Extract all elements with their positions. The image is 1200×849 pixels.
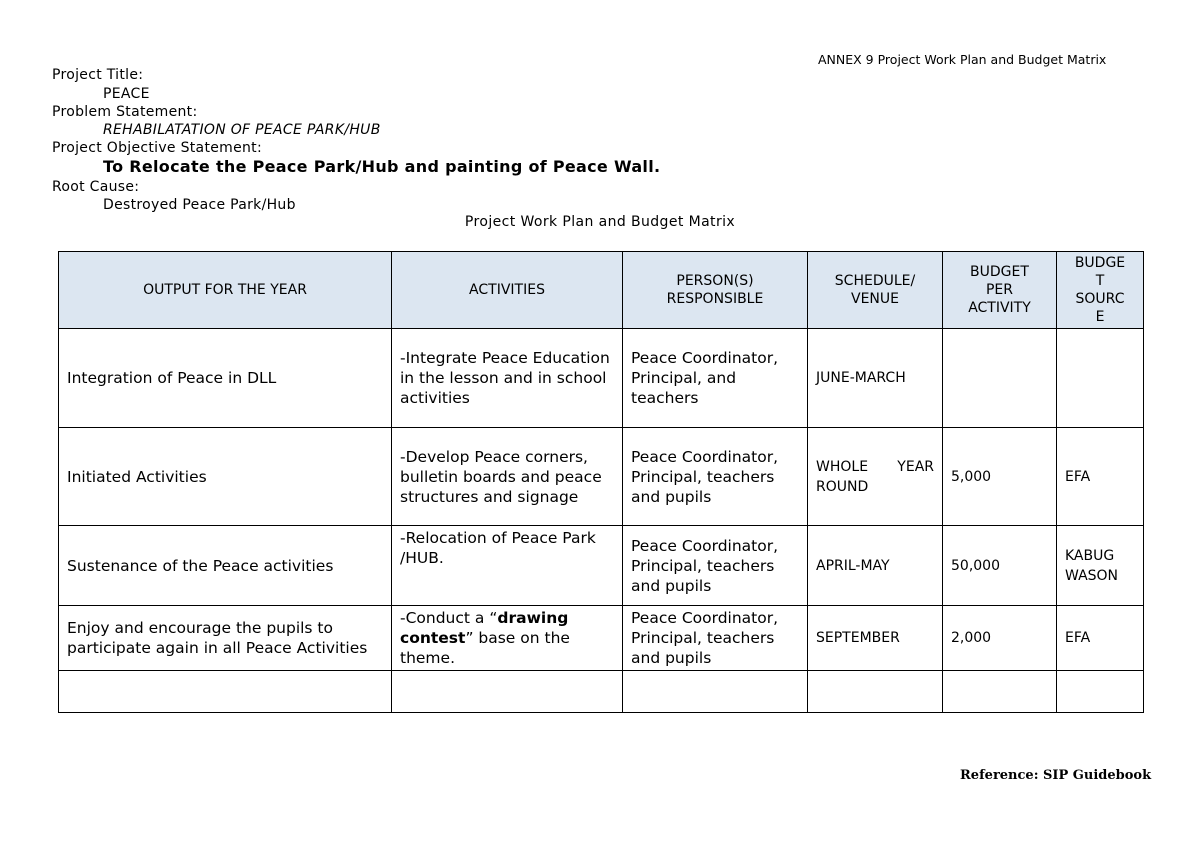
person-cell xyxy=(623,671,808,713)
output-cell: Enjoy and encourage the pupils to participate again in all Peace Activities xyxy=(59,606,392,671)
table-row xyxy=(59,428,1144,526)
problem-statement-value: REHABILATATION OF PEACE PARK/HUB xyxy=(103,122,381,138)
budget-cell: 50,000 xyxy=(943,526,1057,606)
problem-statement-label: Problem Statement: xyxy=(52,104,198,120)
output-cell xyxy=(59,671,392,713)
source-cell: EFA xyxy=(1057,428,1144,526)
budget-cell: 2,000 xyxy=(943,606,1057,671)
table-row xyxy=(59,329,1144,428)
output-cell: Sustenance of the Peace activities xyxy=(59,526,392,606)
person-cell: Peace Coordinator, Principal, and teachers xyxy=(623,329,808,428)
table-row xyxy=(59,526,1144,606)
budget-cell xyxy=(943,671,1057,713)
table-row xyxy=(59,606,1144,671)
schedule-cell: WHOLE YEAR ROUND xyxy=(808,428,943,526)
budget-cell: 5,000 xyxy=(943,428,1057,526)
annex-title: ANNEX 9 Project Work Plan and Budget Matrix xyxy=(818,52,1107,67)
reference-note: Reference: SIP Guidebook xyxy=(960,768,1152,783)
root-cause-label: Root Cause: xyxy=(52,179,140,195)
objective-value: To Relocate the Peace Park/Hub and painting of Peace Wall. xyxy=(103,157,661,176)
project-title-label: Project Title: xyxy=(52,67,144,83)
activity-cell: -Relocation of Peace Park /HUB. xyxy=(392,526,623,606)
header-source: BUDGE T SOURC E xyxy=(1057,252,1144,329)
matrix-title: Project Work Plan and Budget Matrix xyxy=(464,214,736,230)
header-schedule: SCHEDULE/ VENUE xyxy=(808,252,943,329)
person-cell: Peace Coordinator, Principal, teachers and pupils xyxy=(623,428,808,526)
header-budget: BUDGET PER ACTIVITY xyxy=(943,252,1057,329)
activity-cell xyxy=(392,671,623,713)
output-cell: Initiated Activities xyxy=(59,428,392,526)
project-title-value: PEACE xyxy=(103,86,150,102)
schedule-cell: APRIL-MAY xyxy=(808,526,943,606)
source-cell xyxy=(1057,671,1144,713)
schedule-cell xyxy=(808,671,943,713)
budget-cell xyxy=(943,329,1057,428)
schedule-cell: SEPTEMBER xyxy=(808,606,943,671)
header-person: PERSON(S) RESPONSIBLE xyxy=(623,252,808,329)
person-cell: Peace Coordinator, Principal, teachers and pupils xyxy=(623,606,808,671)
header-activities: ACTIVITIES xyxy=(392,252,623,329)
objective-label: Project Objective Statement: xyxy=(52,140,262,156)
person-cell: Peace Coordinator, Principal, teachers and pupils xyxy=(623,526,808,606)
header-output: OUTPUT FOR THE YEAR xyxy=(59,252,392,329)
budget-matrix-table xyxy=(58,251,1144,713)
root-cause-value: Destroyed Peace Park/Hub xyxy=(103,197,296,213)
schedule-cell: JUNE-MARCH xyxy=(808,329,943,428)
source-cell xyxy=(1057,329,1144,428)
activity-cell: -Develop Peace corners, bulletin boards and peace structures and signage xyxy=(392,428,623,526)
activity-cell: -Conduct a “drawing contest” base on the theme. xyxy=(392,606,623,671)
output-cell: Integration of Peace in DLL xyxy=(59,329,392,428)
table-row-empty xyxy=(59,671,1144,713)
activity-cell: -Integrate Peace Education in the lesson and in school activities xyxy=(392,329,623,428)
source-cell: KABUG WASON xyxy=(1057,526,1144,606)
source-cell: EFA xyxy=(1057,606,1144,671)
table-header-row xyxy=(59,252,1144,329)
